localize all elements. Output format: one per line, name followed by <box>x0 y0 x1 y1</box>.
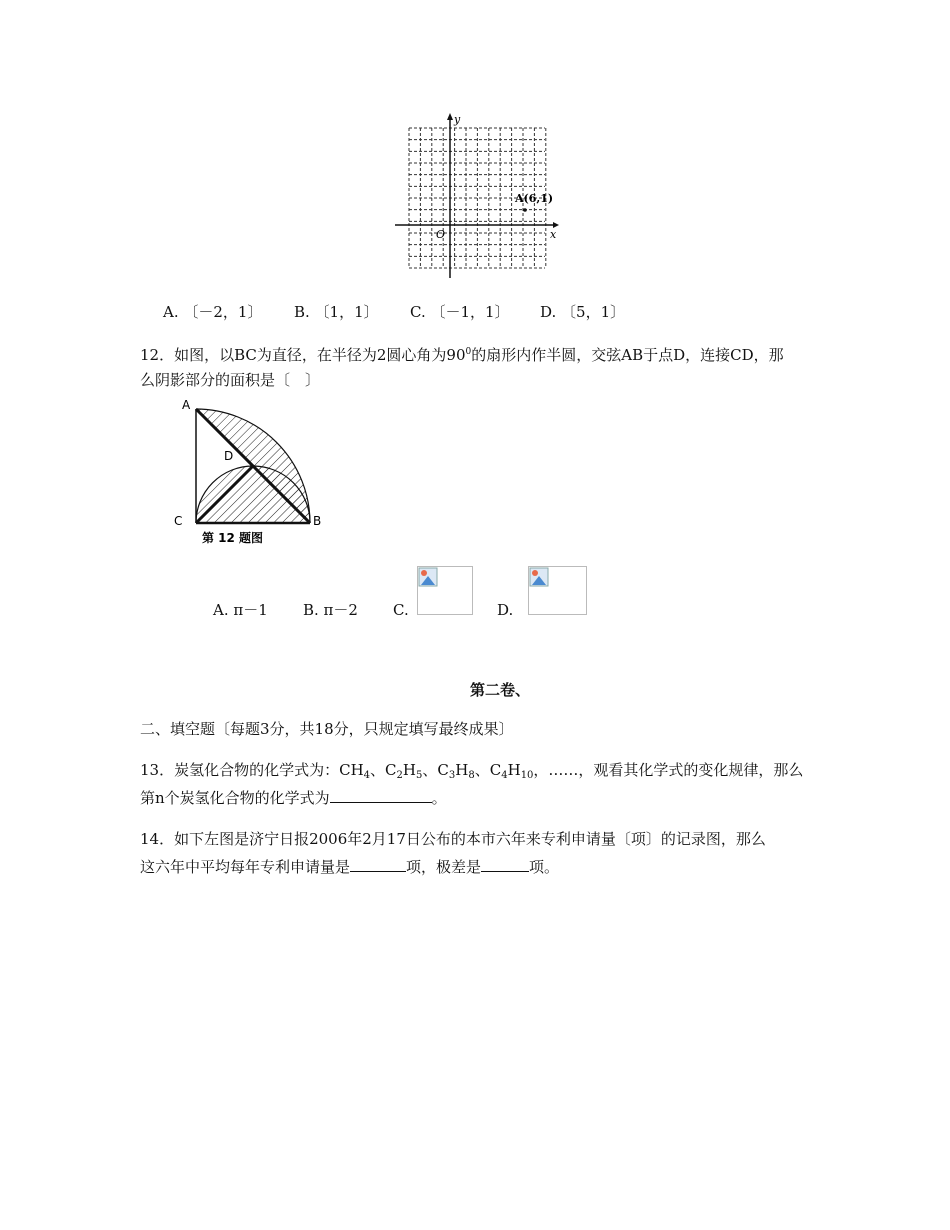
formula-4: $C_4H_{10}$ <box>489 761 534 781</box>
q12-option-d: D. <box>497 601 514 619</box>
q14-line-2-pre: 这六年中平均每年专利申请量是 <box>140 858 351 876</box>
separator: 、 <box>422 761 438 779</box>
point-a <box>523 208 527 212</box>
separator: 、 <box>370 761 386 779</box>
q13-suffix: ，……，观看其化学式的变化规律，那么 <box>533 761 804 779</box>
sector-semicircle-figure <box>172 395 332 547</box>
broken-image-icon <box>418 567 438 587</box>
answer-blank[interactable] <box>481 857 529 872</box>
q13-line-2 <box>140 788 447 808</box>
figure-caption: 第 12 题图 <box>202 531 264 545</box>
broken-image-icon <box>529 567 549 587</box>
q12-degree-sup: 0 <box>465 347 472 357</box>
q12-line-1-pre: 12．如图，以BC为直径，在半径为2圆心角为90 <box>140 346 466 364</box>
x-axis-label: x <box>550 228 557 241</box>
q11-option-c: C. 〔－1，1〕 <box>410 303 510 321</box>
broken-image-c <box>417 566 473 615</box>
answer-blank[interactable] <box>350 857 406 872</box>
q12-option-b: B. π－2 <box>303 601 358 619</box>
label-c: C <box>174 514 183 528</box>
q14-line-1: 14．如下左图是济宁日报2006年2月17日公布的本市六年来专利申请量〔项〕的记录图，那么 <box>140 830 766 848</box>
label-d: D <box>224 449 234 463</box>
q12-option-a: A. π－1 <box>213 601 268 619</box>
q12-line-2: 么阴影部分的面积是〔 〕 <box>140 371 321 389</box>
answer-blank[interactable] <box>330 788 432 803</box>
q12-option-c: C. <box>393 601 409 619</box>
formula-1: $CH_4$ <box>339 761 371 781</box>
y-axis-arrow <box>447 113 453 120</box>
q13-line-1 <box>140 760 803 786</box>
q12-line-1-post: 的扇形内作半圆，交弦AB于点D，连接CD，那 <box>471 346 784 364</box>
q12-line-1 <box>140 342 784 365</box>
separator: 、 <box>474 761 490 779</box>
label-a: A <box>182 398 191 412</box>
label-b: B <box>313 514 322 528</box>
q11-option-d: D. 〔5，1〕 <box>540 303 626 321</box>
broken-image-d <box>528 566 587 615</box>
origin-label: O <box>436 228 446 241</box>
section-title: 第二卷、 <box>470 681 531 699</box>
q13-line-2-pre: 第n个炭氢化合物的化学式为 <box>140 789 330 807</box>
q14-line-2 <box>140 857 559 877</box>
q11-option-b: B. 〔1，1〕 <box>294 303 379 321</box>
y-axis-label: y <box>454 113 461 126</box>
q11-option-a: A. 〔－2，1〕 <box>163 303 263 321</box>
section-instruction: 二、填空题〔每题3分，共18分，只规定填写最终成果〕 <box>140 720 514 738</box>
q14-line-2-mid: 项，极差是 <box>406 858 482 876</box>
point-a-label: A(6,1) <box>515 192 554 205</box>
q14-line-2-post: 项。 <box>529 858 560 876</box>
q13-line-2-post: 。 <box>431 789 447 807</box>
coordinate-grid-figure <box>395 112 565 282</box>
formula-2: $C_2H_5$ <box>385 761 423 781</box>
formula-3: $C_3H_8$ <box>437 761 475 781</box>
q13-prefix: 13．炭氢化合物的化学式为： <box>140 761 340 779</box>
